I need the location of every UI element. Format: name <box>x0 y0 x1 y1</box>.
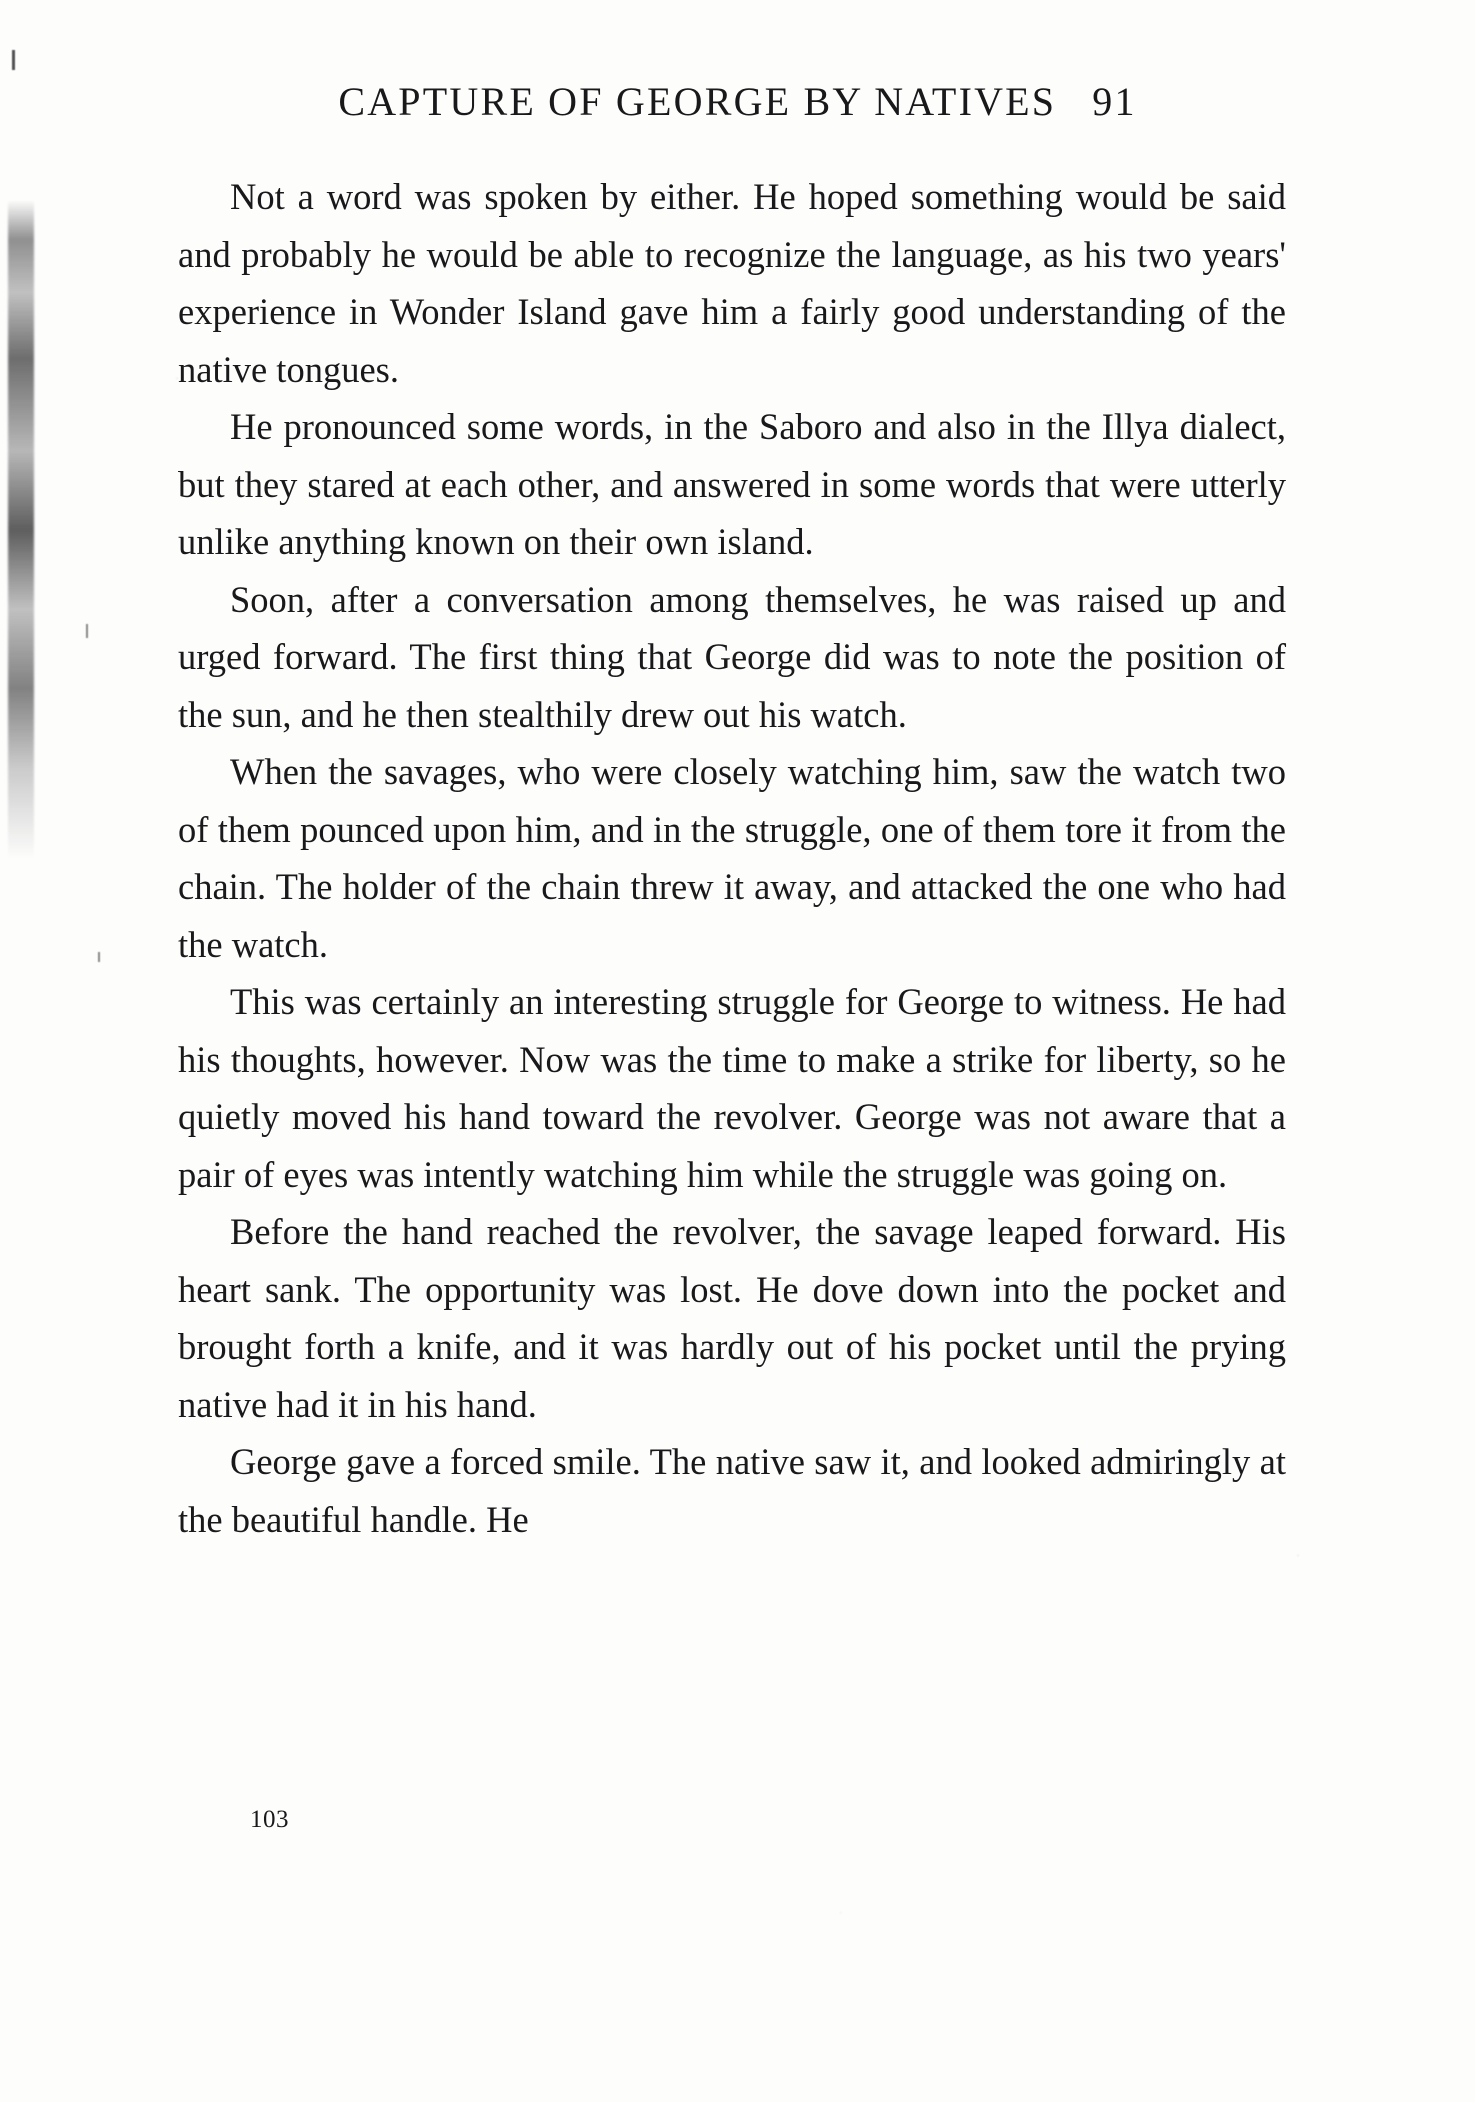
paragraph: This was certainly an interesting struggle for George to witness. He had his thoughts, however. Now was the time to make a strike for liberty, so he quietly moved his hand toward the revolver. George was not aware that a pair of eyes was intently watching him while the struggle was going on. <box>178 981 1286 1195</box>
paragraph: He pronounced some words, in the Saboro and also in the Illya dialect, but they stared at each other, and answered in some words that were utterly unlike anything known on their own island. <box>178 406 1286 562</box>
page-number: 91 <box>1092 79 1137 124</box>
paragraph: When the savages, who were closely watching him, saw the watch two of them pounced upon him, and in the struggle, one of them tore it from the chain. The holder of the chain threw it away, and attacked the one who had the watch. <box>178 751 1286 965</box>
body-text <box>178 168 1286 1548</box>
paragraph: Soon, after a conversation among themselves, he was raised up and urged forward. The first thing that George did was to note the position of the sun, and he then stealthily drew out his watch. <box>178 578 1286 735</box>
paragraph: Not a word was spoken by either. He hoped something would be said and probably he would be able to recognize the language, as his two years' experience in Wonder Island gave him a fairly good understanding of the native tongues. <box>178 176 1286 390</box>
signature-mark: 103 <box>250 1806 289 1833</box>
running-head <box>0 78 1475 125</box>
running-head-title: CAPTURE OF GEORGE BY NATIVES <box>338 79 1057 124</box>
paragraph: Before the hand reached the revolver, the savage leaped forward. His heart sank. The opportunity was lost. He dove down into the pocket and brought forth a knife, and it was hardly out of his pocket until the prying native had it in his hand. <box>178 1211 1286 1425</box>
paragraph: George gave a forced smile. The native saw it, and looked admiringly at the beautiful handle. He <box>178 1441 1286 1540</box>
